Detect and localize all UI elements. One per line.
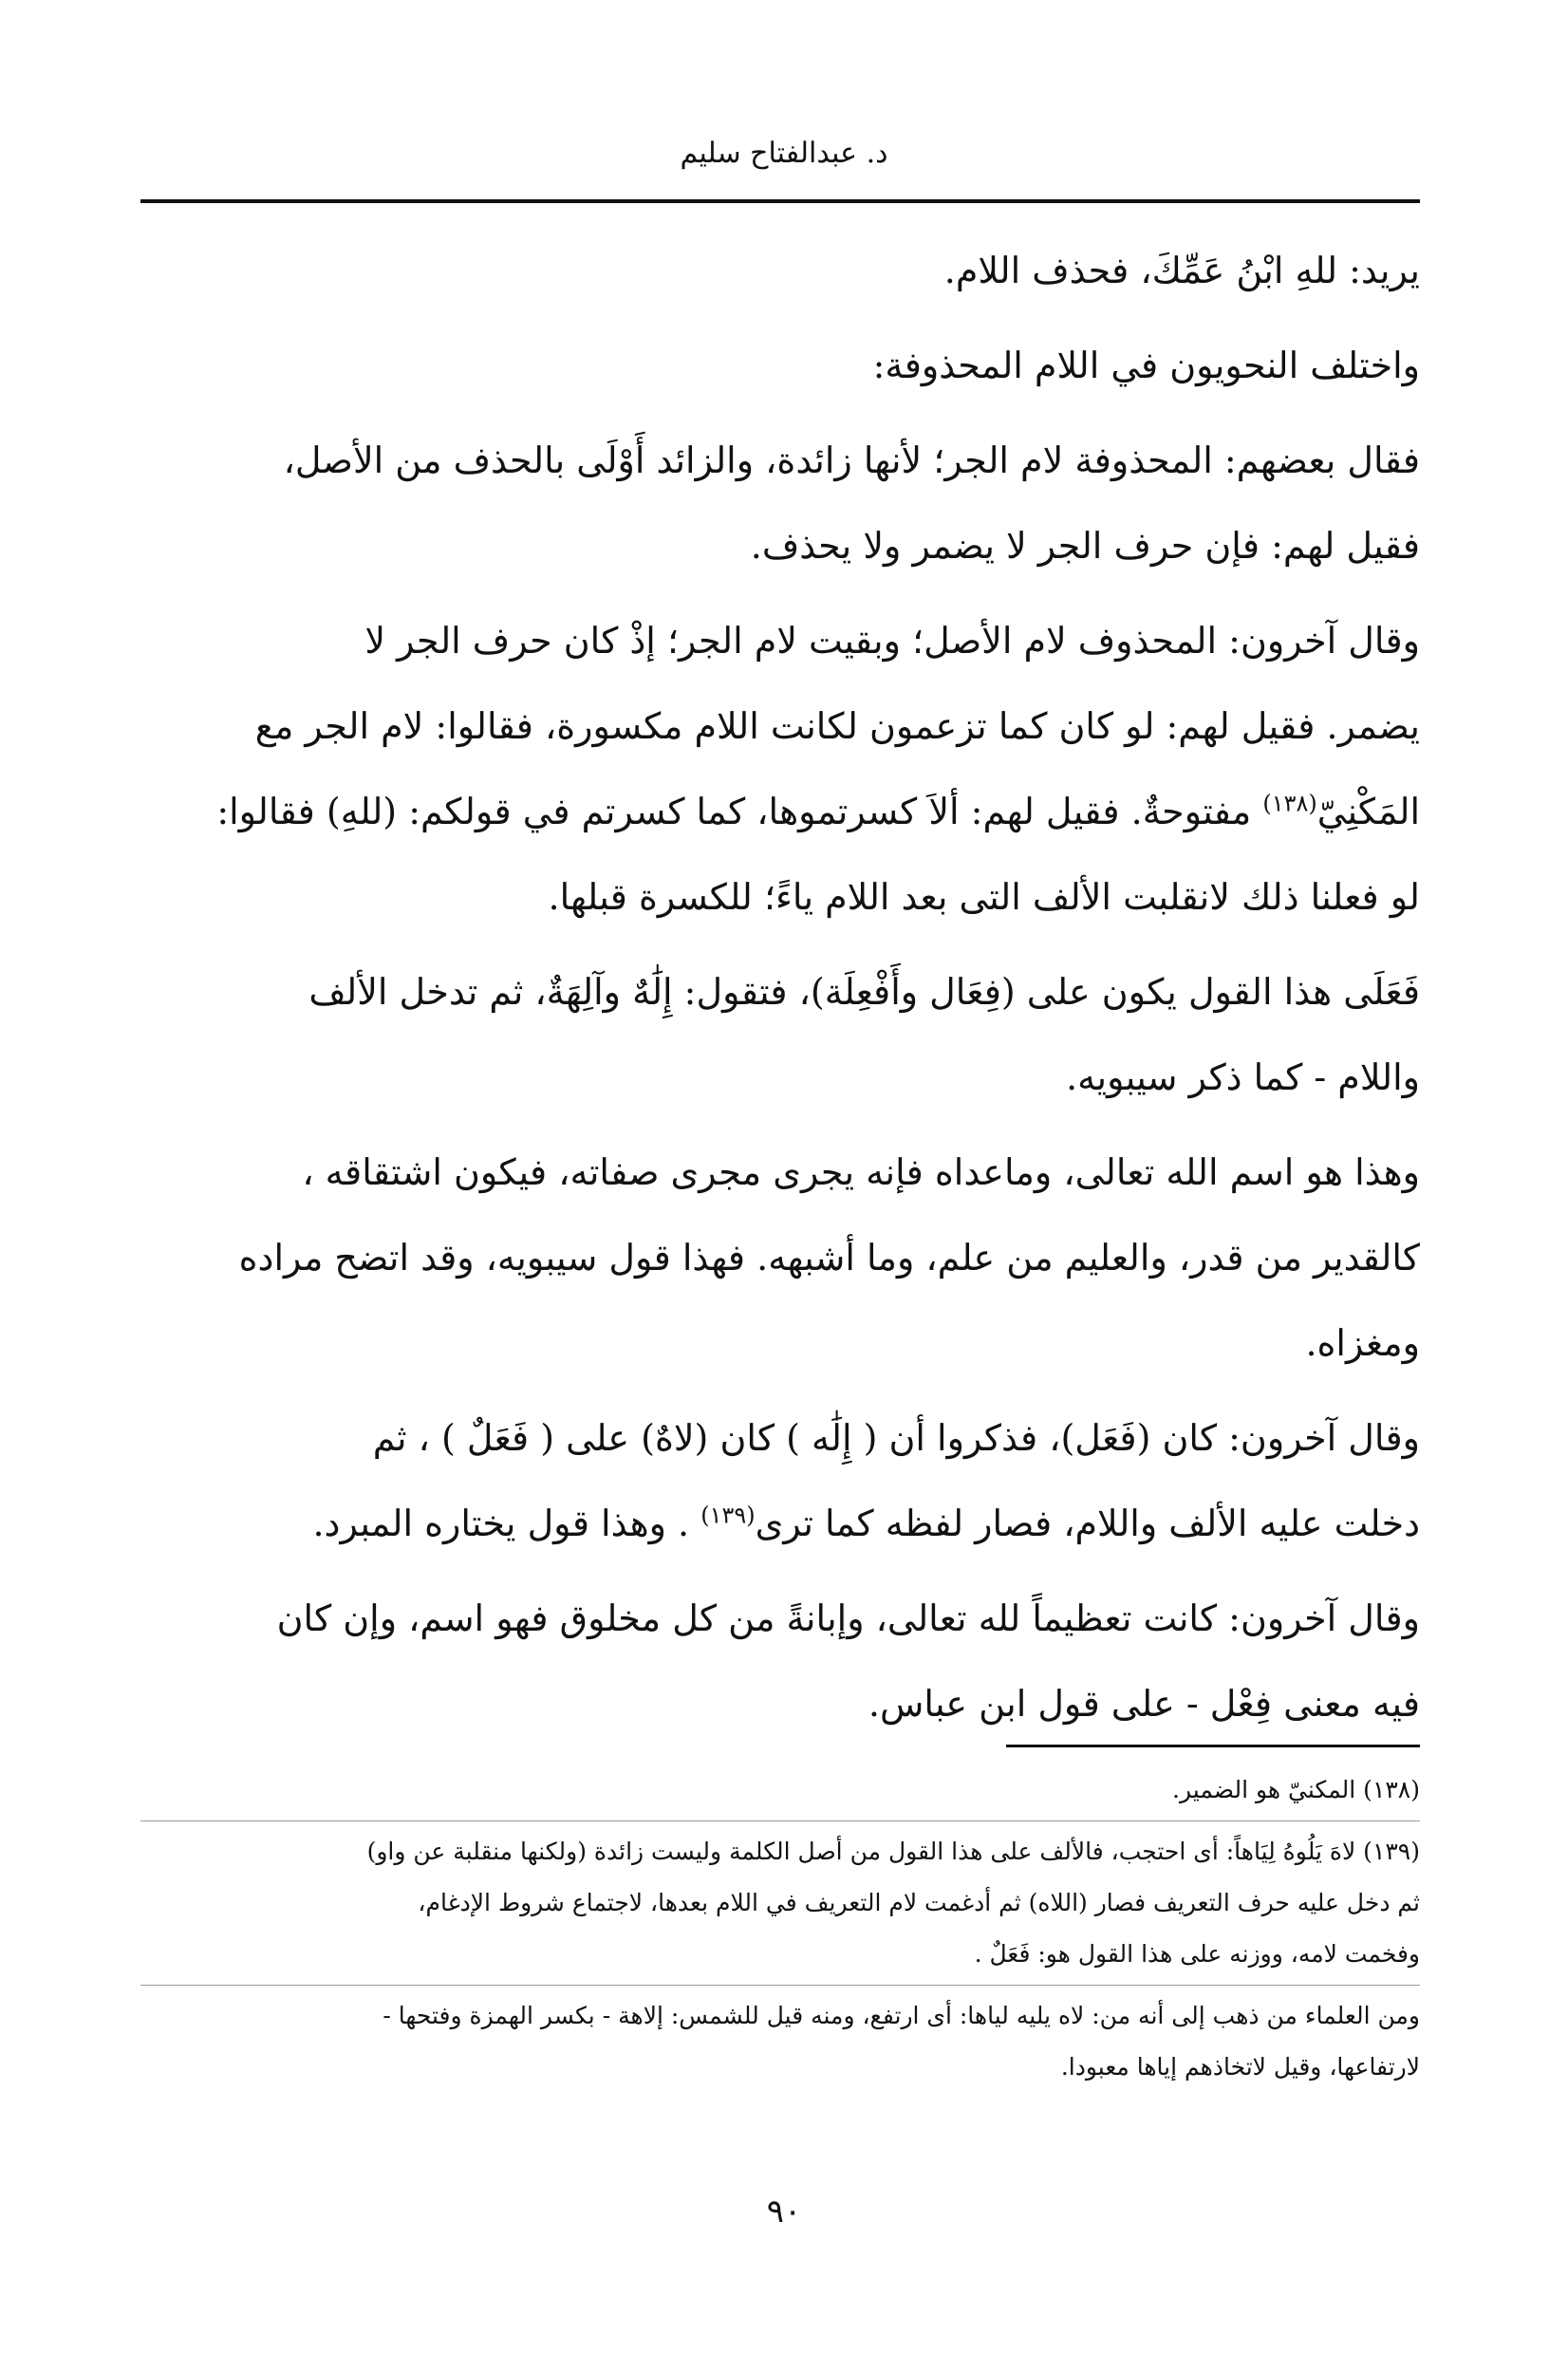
text-line: يريد: للهِ ابْنُ عَمِّكَ، فحذف اللام. xyxy=(943,250,1420,291)
text-line: فقيل لهم: فإن حرف الجر لا يضمر ولا يحذف. xyxy=(750,525,1420,567)
footnote-138: (١٣٨) المكنيّ هو الضمير. xyxy=(1172,1776,1420,1803)
footnote-divider xyxy=(140,1820,1420,1821)
text-line: فيه معنى فِعْل - على قول ابن عباس. xyxy=(868,1683,1420,1725)
running-header xyxy=(0,133,1568,175)
footnote-reference-139: (١٣٩) xyxy=(700,1502,756,1529)
paragraph-5 xyxy=(140,949,1420,1120)
paragraph-2 xyxy=(140,323,1420,408)
text-line: فقال بعضهم: المحذوفة لام الجر؛ لأنها زائدة، والزائد أَوْلَى بالحذف من الأصل، xyxy=(283,439,1420,481)
footnote-139-line: وفخمت لامه، ووزنه على هذا القول هو: فَعَلٌ . xyxy=(974,1940,1420,1968)
paragraph-6 xyxy=(140,1129,1420,1386)
text-line: واللام - كما ذكر سيبويه. xyxy=(1066,1056,1420,1098)
text-line: فَعَلَى هذا القول يكون على (فِعَال وأَفْعِلَة)، فتقول: إِلَٰهٌ وآلِهَةٌ، ثم تدخل الألف xyxy=(308,971,1420,1013)
author-name: د. عبدالفتاح سليم xyxy=(680,137,888,170)
text-line: وقال آخرون: المحذوف لام الأصل؛ وبقيت لام الجر؛ إذْ كان حرف الجر لا xyxy=(364,620,1420,662)
text-line: وقال آخرون: كان (فَعَل)، فذكروا أن ( إِلَٰه ) كان (لاهٌ) على ( فَعَلٌ ) ، ثم xyxy=(372,1417,1420,1459)
paragraph-4 xyxy=(140,598,1420,940)
footnote-rule xyxy=(1006,1745,1420,1747)
footnote-reference-138: (١٣٨) xyxy=(1262,790,1317,817)
footnote-divider xyxy=(140,1985,1420,1986)
header-rule xyxy=(140,199,1420,203)
text-line: وهذا هو اسم الله تعالى، وماعداه فإنه يجرى مجرى صفاته، فيكون اشتقاقه ، xyxy=(302,1151,1420,1193)
page-number: ٩٠ xyxy=(766,2193,802,2231)
text-line: وقال آخرون: كانت تعظيماً لله تعالى، وإبانةً من كل مخلوق فهو اسم، وإن كان xyxy=(276,1597,1420,1639)
text-line: ومغزاه. xyxy=(1305,1322,1420,1364)
text-line xyxy=(140,769,1420,854)
text-segment: مفتوحةٌ. فقيل لهم: ألاَ كسرتموها، كما كسرتم في قولكم: (للهِ) فقالوا: xyxy=(216,791,1263,832)
footnote-139-line: لارتفاعها، وقيل لاتخاذهم إياها معبودا. xyxy=(1060,2053,1420,2081)
paragraph-1 xyxy=(140,228,1420,313)
footnote-139-line: (١٣٩) لاهَ يَلُوهُ لِيَاهاً: أى احتجب، فالألف على هذا القول من أصل الكلمة وليست زائدة (ولكنها منقلبة عن واو) xyxy=(366,1838,1420,1865)
paragraph-8 xyxy=(140,1576,1420,1746)
text-line: كالقدير من قدر، والعليم من علم، وما أشبهه. فهذا قول سيبويه، وقد اتضح مراده xyxy=(238,1237,1420,1279)
text-segment: . وهذا قول يختاره المبرد. xyxy=(312,1503,701,1544)
paragraph-3 xyxy=(140,418,1420,588)
footnote-139-line: ثم دخل عليه حرف التعريف فصار (اللاه) ثم أدغمت لام التعريف في اللام بعدها، لاجتماع شروط الإدغام، xyxy=(418,1889,1420,1916)
text-line: لو فعلنا ذلك لانقلبت الألف التى بعد اللام ياءً؛ للكسرة قبلها. xyxy=(548,876,1420,918)
main-text xyxy=(140,228,1420,1756)
text-segment: دخلت عليه الألف واللام، فصار لفظه كما ترى xyxy=(755,1503,1420,1544)
footnote-139-line: ومن العلماء من ذهب إلى أنه من: لاه يليه لياها: أى ارتفع، ومنه قيل للشمس: إلاهة - بكسر الهمزة وفتحها - xyxy=(383,2002,1420,2029)
footnotes xyxy=(140,1765,1420,2094)
text-segment: المَكْنِيّ xyxy=(1316,791,1420,832)
paragraph-7 xyxy=(140,1395,1420,1566)
text-line: يضمر. فقيل لهم: لو كان كما تزعمون لكانت اللام مكسورة، فقالوا: لام الجر مع xyxy=(254,705,1420,747)
text-line xyxy=(140,1481,1420,1566)
text-line: واختلف النحويون في اللام المحذوفة: xyxy=(872,345,1420,386)
